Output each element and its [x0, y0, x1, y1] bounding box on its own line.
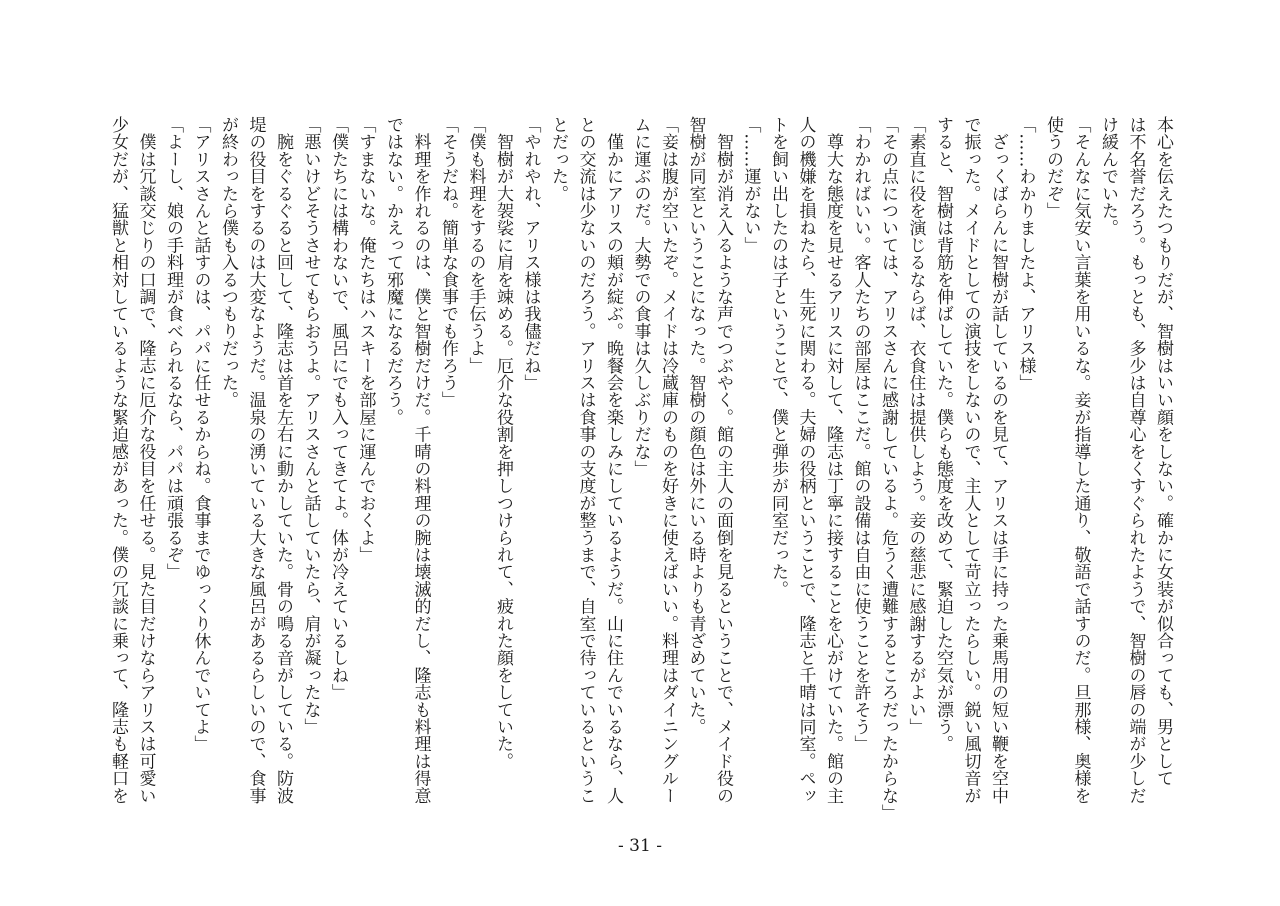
text-line: 「そんなに気安い言葉を用いるな。妾が指導した通り、敬語で話すのだ。旦那様、奥様を	[1070, 116, 1091, 804]
text-line: け緩んでいた。	[1098, 116, 1118, 237]
text-line: とだった。	[548, 116, 568, 202]
text-line: が終わったら僕も入るつもりだった。	[218, 116, 238, 409]
text-line: 「……運がない」	[740, 116, 761, 254]
text-line: 「よーし、娘の手料理が食べられるなら、パパは頑張るぞ」	[163, 116, 183, 581]
text-line: 人の機嫌を損ねたら、生死に関わる。夫婦の役柄ということで、隆志と千晴は同室。ペッ	[795, 116, 816, 804]
text-line: 「わかればいい。客人たちの部屋はここだ。館の設備は自由に使うことを許そう」	[850, 116, 871, 753]
text-line: 「その点については、アリスさんに感謝しているよ。危うく遭難するところだったからな」	[878, 116, 898, 822]
text-line: 「僕も料理をするのを手伝うよ」	[465, 116, 486, 374]
text-line: 智樹が大袈裟に肩を竦める。厄介な役割を押しつけられて、疲れた顔をしていた。	[493, 116, 513, 770]
text-line: 「……わかりましたよ、アリス様」	[1015, 116, 1036, 392]
body-text	[101, 116, 1176, 822]
text-line: 智樹が消え入るような声でつぶやく。館の主人の面倒を見るということで、メイド役の	[713, 116, 733, 804]
text-line: 料理を作れるのは、僕と智樹だけだ。千晴の料理の腕は壊滅的だし、隆志も料理は得意	[410, 116, 431, 804]
text-line: ではない。かえって邪魔になるだろう。	[383, 116, 403, 426]
text-line: 「そうだね。簡単な食事でも作ろう」	[438, 116, 458, 409]
text-line: すると、智樹は背筋を伸ばしていた。僕らも態度を改めて、緊迫した空気が漂う。	[933, 116, 953, 753]
text-line: 「僕たちには構わないで、風呂にでも入ってきてよ。体が冷えているしね」	[328, 116, 348, 701]
text-line: 「アリスさんと話すのは、パパに任せるからね。食事までゆっくり休んでいてよ」	[190, 116, 211, 753]
page-number: - 31 -	[618, 836, 662, 856]
text-line: との交流は少ないのだろう。アリスは食事の支度が整うまで、自室で待っているというこ	[575, 116, 596, 804]
text-line: 「やれやれ、アリス様は我儘だね」	[520, 116, 541, 392]
text-line: 僅かにアリスの頬が綻ぶ。晩餐会を楽しみにしているようだ。山に住んでいるなら、人	[603, 116, 623, 804]
text-line: 「悪いけどそうさせてもらおうよ。アリスさんと話していたら、肩が凝ったな」	[300, 116, 321, 736]
text-line: 本心を伝えたつもりだが、智樹はいい顔をしない。確かに女装が似合っても、男として	[1153, 116, 1173, 787]
text-line: 智樹が同室ということになった。智樹の顔色は外にいる時よりも青ざめていた。	[685, 116, 706, 736]
text-line: 「妾は腹が空いたぞ。メイドは冷蔵庫のものを好きに使えばいい。料理はダイニングルー	[658, 116, 678, 804]
text-line: 尊大な態度を見せるアリスに対して、隆志は丁寧に接することを心がけていた。館の主	[823, 116, 843, 804]
text-line: 「素直に役を演じるならば、衣食住は提供しよう。妾の慈悲に感謝するがよい」	[905, 116, 926, 736]
text-line: で振った。メイドとしての演技をしないので、主人として苛立ったらしい。鋭い風切音が	[960, 116, 981, 804]
text-line: 使うのだぞ」	[1043, 116, 1063, 220]
text-line: 腕をぐるぐると回して、隆志は首を左右に動かしていた。骨の鳴る音がしている。防波	[273, 116, 293, 804]
text-line: 少女だが、猛獣と相対しているような緊迫感があった。僕の冗談に乗って、隆志も軽口を	[108, 116, 128, 804]
text-line: トを飼い出したのは子ということで、僕と弾歩が同室だった。	[768, 116, 788, 598]
text-line: は不名誉だろう。もっとも、多少は自尊心をくすぐられたようで、智樹の唇の端が少しだ	[1125, 116, 1146, 804]
text-line: ムに運ぶのだ。大勢での食事は久しぶりだな」	[630, 116, 651, 478]
text-line: 「すまないな。俺たちはハスキーを部屋に運んでおくよ」	[355, 116, 376, 564]
text-line: 僕は冗談交じりの口調で、隆志に厄介な役目を任せる。見た目だけならアリスは可愛い	[135, 116, 156, 804]
text-line: ざっくばらんに智樹が話しているのを見て、アリスは手に持った乗馬用の短い鞭を空中	[988, 116, 1008, 804]
text-line: 堤の役目をするのは大変なようだ。温泉の湧いている大きな風呂があるらしいので、食事	[245, 116, 266, 804]
